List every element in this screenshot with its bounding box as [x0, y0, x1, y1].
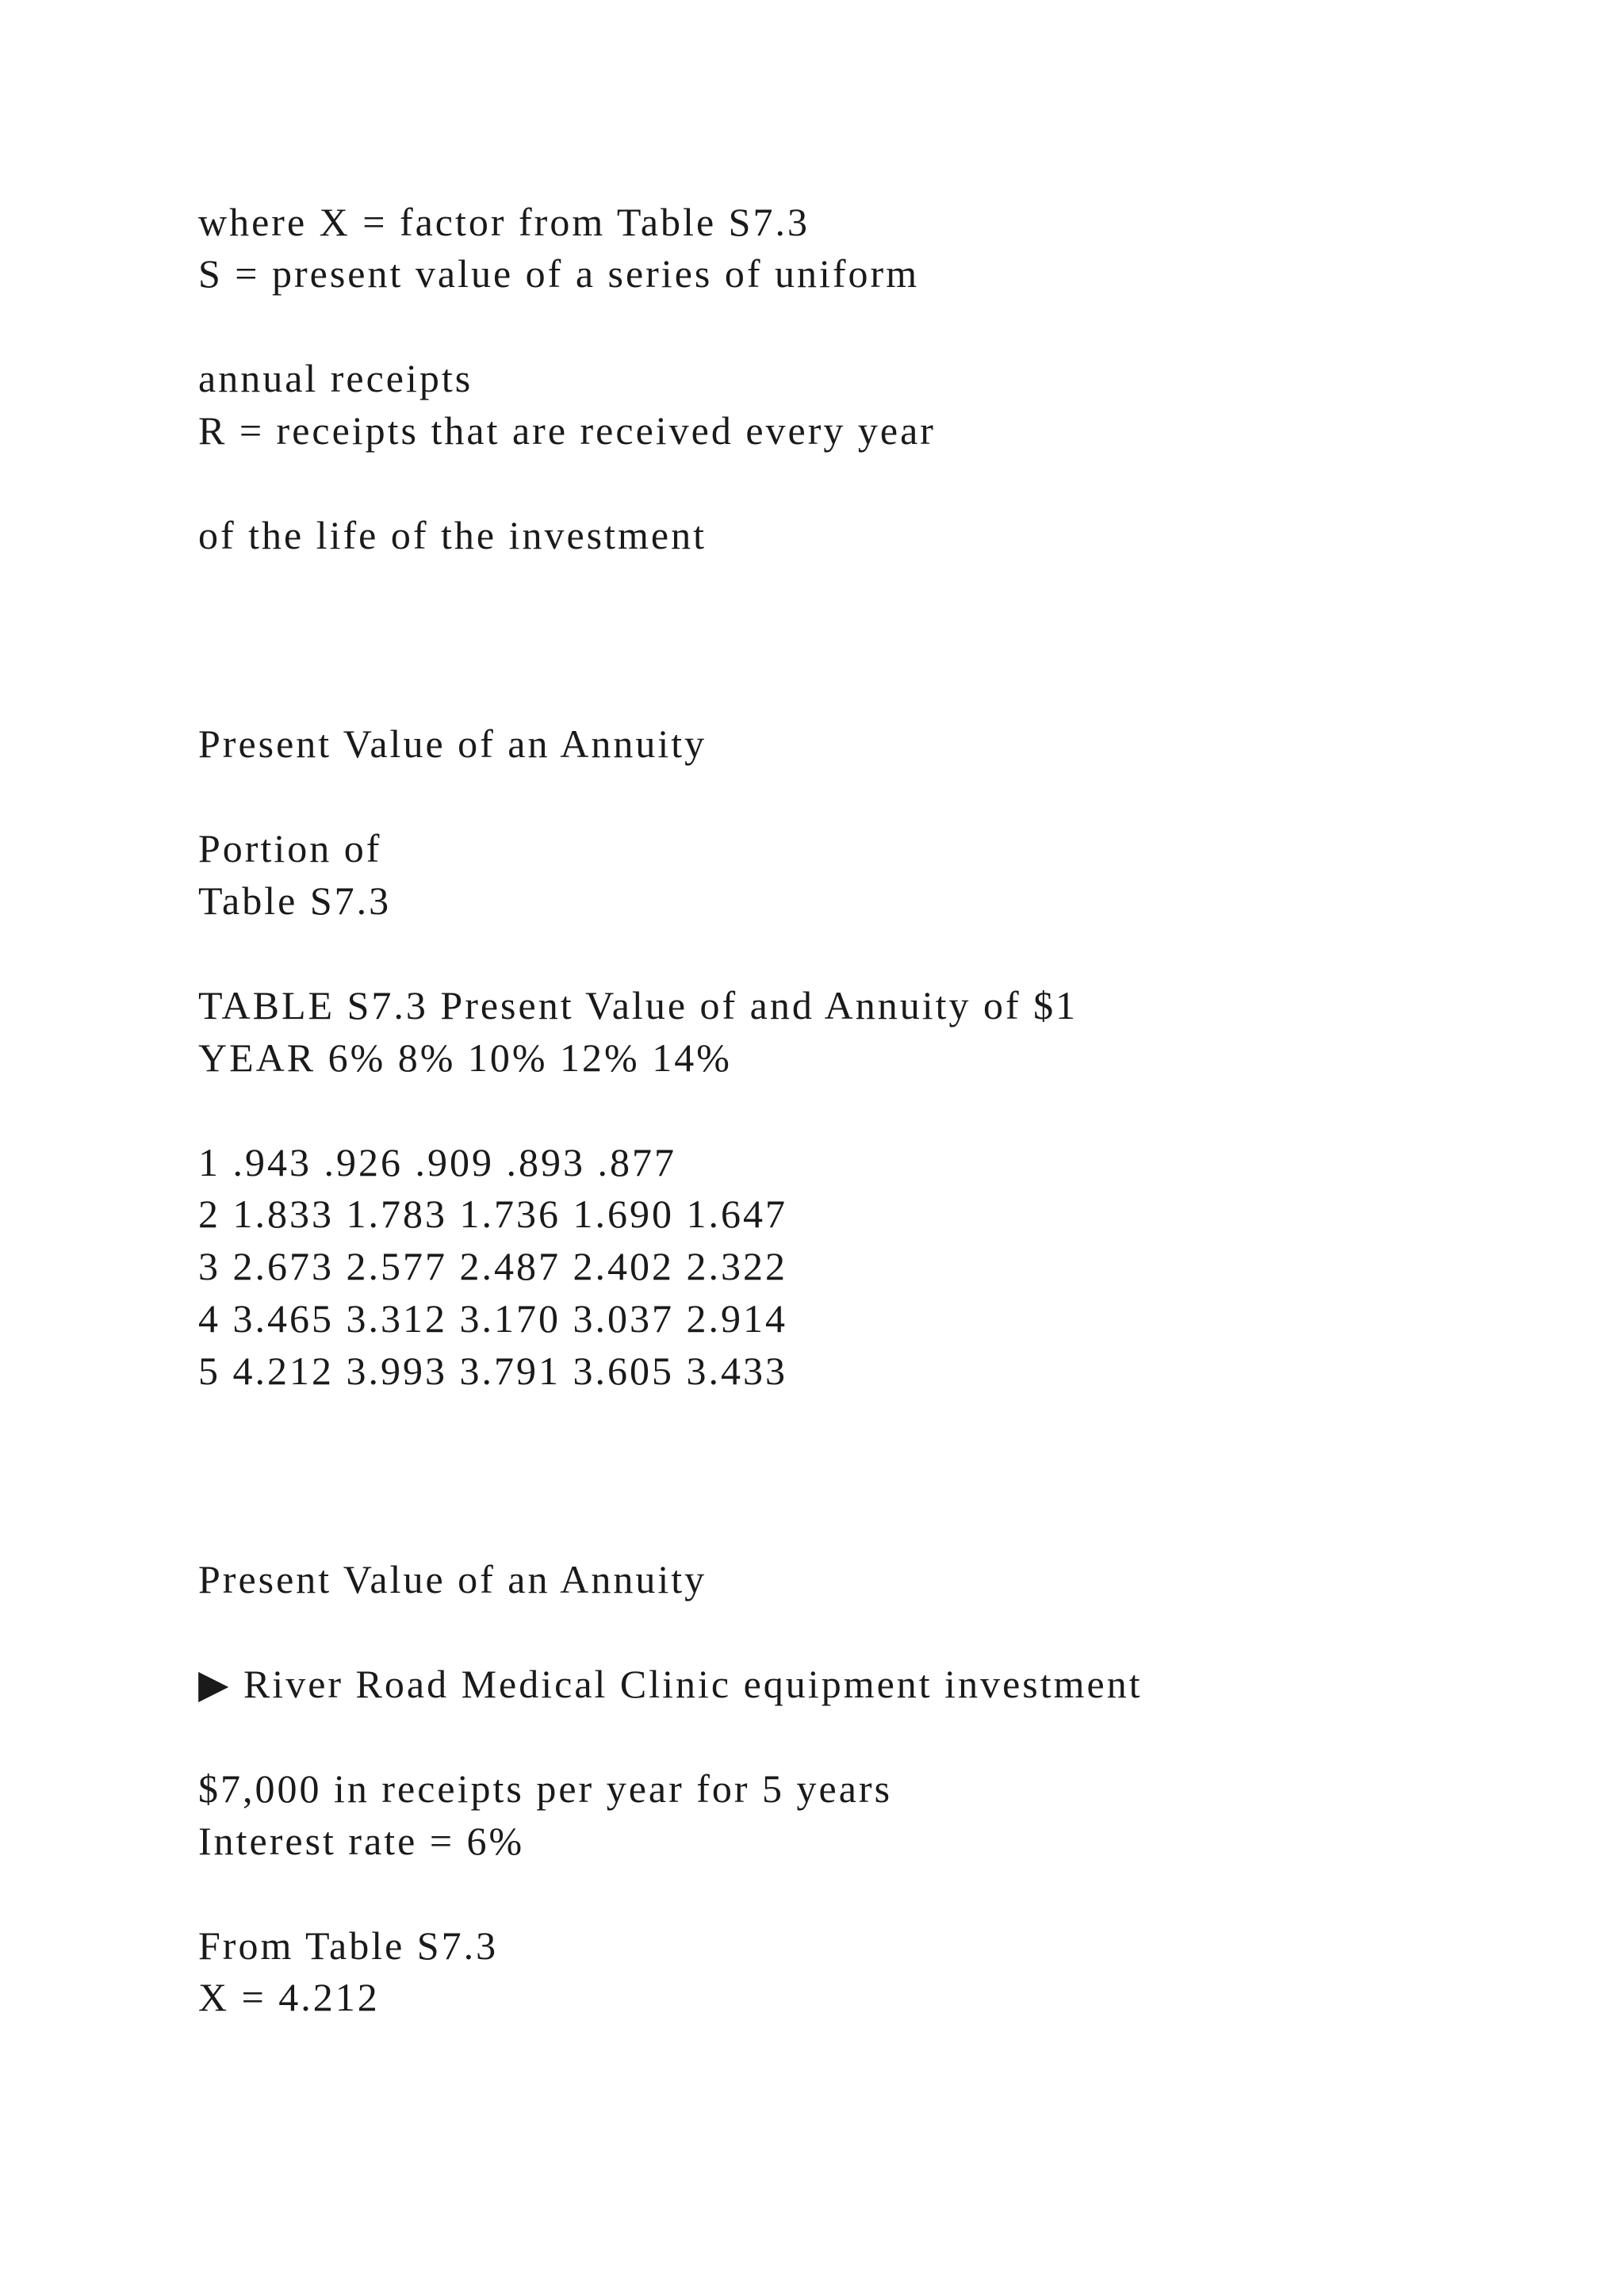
- table-row: 4 3.465 3.312 3.170 3.037 2.914: [198, 1296, 787, 1341]
- annuity-heading-1: Present Value of an Annuity: [198, 721, 707, 766]
- table-title: TABLE S7.3 Present Value of and Annuity of $1: [198, 983, 1078, 1027]
- receipts-line: $7,000 in receipts per year for 5 years: [198, 1766, 893, 1811]
- from-table-line: From Table S7.3: [198, 1923, 499, 1968]
- interest-rate-line: Interest rate = 6%: [198, 1819, 525, 1863]
- portion-table-line: Table S7.3: [198, 878, 392, 923]
- bullet-line: [198, 1660, 1143, 1708]
- s-definition-continued: annual receipts: [198, 356, 473, 400]
- play-arrow-icon: ▶: [198, 1662, 232, 1706]
- table-row: 1 .943 .926 .909 .893 .877: [198, 1140, 676, 1184]
- x-value-line: X = 4.212: [198, 1975, 380, 2019]
- table-header-row: YEAR 6% 8% 10% 12% 14%: [198, 1035, 732, 1080]
- r-definition: R = receipts that are received every year: [198, 408, 936, 453]
- annuity-heading-2: Present Value of an Annuity: [198, 1557, 707, 1601]
- r-definition-continued: of the life of the investment: [198, 513, 707, 557]
- s-definition: S = present value of a series of uniform: [198, 251, 920, 296]
- bullet-text: River Road Medical Clinic equipment investment: [243, 1662, 1143, 1706]
- table-row: 3 2.673 2.577 2.487 2.402 2.322: [198, 1244, 787, 1288]
- table-row: 2 1.833 1.783 1.736 1.690 1.647: [198, 1192, 787, 1236]
- x-definition: where X = factor from Table S7.3: [198, 200, 810, 244]
- portion-of-line: Portion of: [198, 826, 382, 871]
- table-row: 5 4.212 3.993 3.791 3.605 3.433: [198, 1349, 787, 1393]
